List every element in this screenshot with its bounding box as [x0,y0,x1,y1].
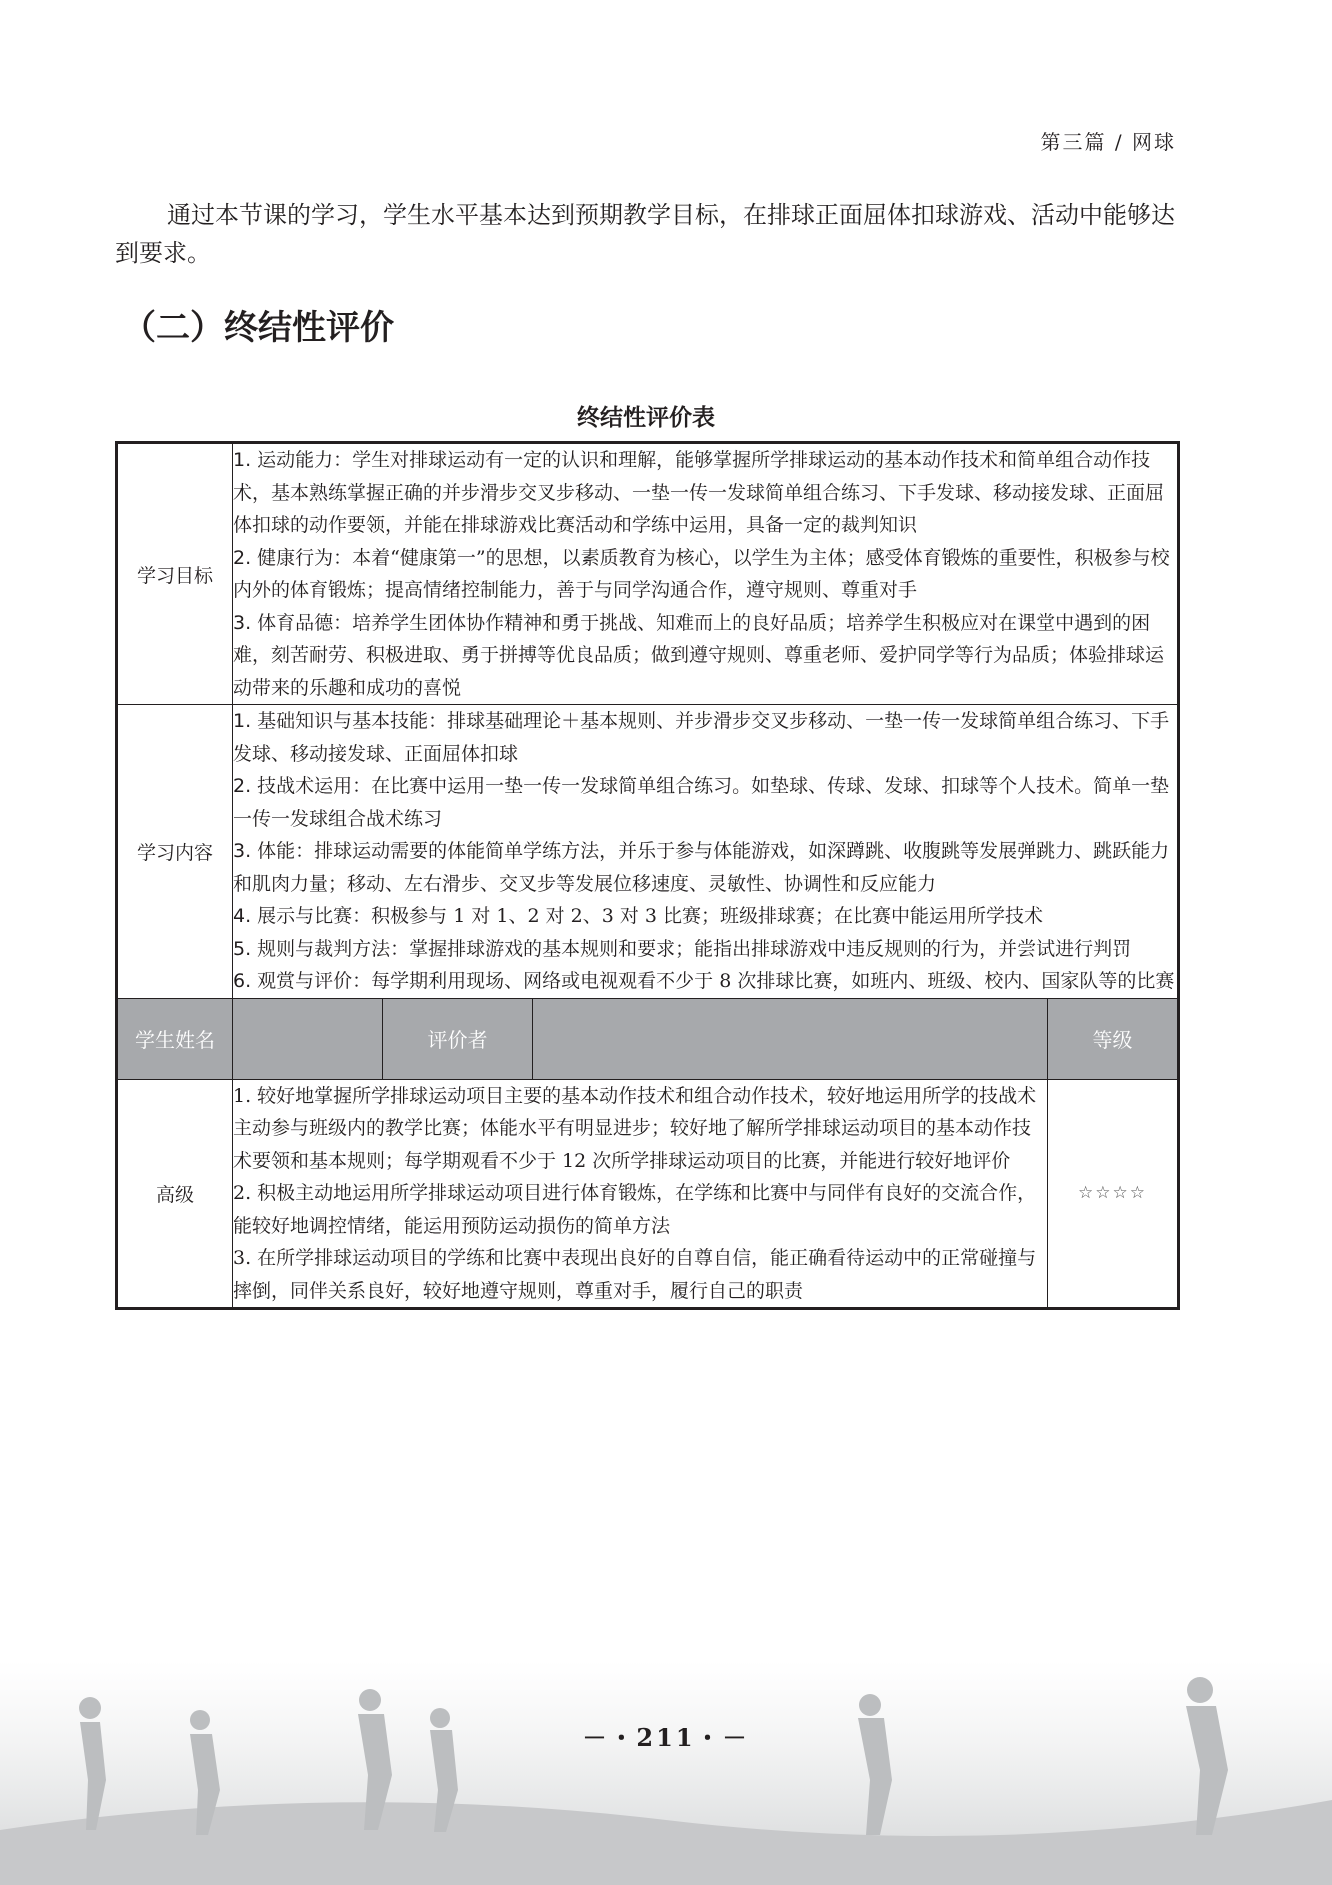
content-item-text: 在比赛中运用一垫一传一发球简单组合练习。如垫球、传球、发球、扣球等个人技术。简单一垫一传一发球组合战术练习 [233,775,1170,830]
content-item-text: 积极参与 1 对 1、2 对 2、3 对 3 比赛；班级排球赛；在比赛中能运用所学技术 [371,905,1044,927]
evaluator-value[interactable] [533,998,1048,1079]
goal-item [233,444,1177,542]
content-item-title: 6. 观赏与评价： [233,970,372,992]
content-item-text: 排球基础理论＋基本规则、并步滑步交叉步移动、一垫一传一发球简单组合练习、下手发球、移动接发球、正面屈体扣球 [233,710,1170,765]
content-item-title: 2. 技战术运用： [233,775,372,797]
content-item-title: 4. 展示与比赛： [233,905,372,927]
student-name-header: 学生姓名 [117,998,233,1079]
student-name-value[interactable] [233,998,383,1079]
learning-goals-label: 学习目标 [117,443,233,705]
content-item-text: 掌握排球游戏的基本规则和要求；能指出排球游戏中违反规则的行为，并尝试进行判罚 [409,937,1132,960]
advanced-level-label: 高级 [117,1079,233,1309]
content-item-text: 每学期利用现场、网络或电视观看不少于 8 次排球比赛，如班内、班级、校内、国家队等的比赛 [371,970,1175,992]
goal-item-title: 2. 健康行为： [233,546,353,569]
content-item-text: 排球运动需要的体能简单学练方法，并乐于参与体能游戏，如深蹲跳、收腹跳等发展弹跳力、跳跃能力和肌肉力量；移动、左右滑步、交叉步等发展位移速度、灵敏性、协调性和反应能力 [233,840,1170,895]
goal-item [233,607,1177,705]
evaluation-table [115,441,1180,1310]
content-item [233,965,1177,998]
advanced-level-row [117,1079,1179,1309]
advanced-grade-stars: ☆☆☆☆ [1048,1079,1179,1309]
page-number: －・211・－ [582,1723,750,1752]
goal-item-title: 1. 运动能力： [233,449,353,471]
content-item [233,900,1177,933]
content-item-title: 3. 体能： [233,840,315,862]
content-item [233,835,1177,900]
running-header: 第三篇 / 网球 [1040,130,1176,154]
goal-item-text: 本着“健康第一”的思想，以素质教育为核心，以学生为主体；感受体育锻炼的重要性，积极参与校内外的体育锻炼；提高情绪控制能力，善于与同学沟通合作，遵守规则、尊重对手 [233,546,1170,601]
content-item-title: 1. 基础知识与基本技能： [233,710,448,732]
advanced-criterion: 1. 较好地掌握所学排球运动项目主要的基本动作技术和组合动作技术，较好地运用所学的技战术主动参与班级内的教学比赛；体能水平有明显进步；较好地了解所学排球运动项目的基本动作技术要领和基本规则；每学期观看不少于 12 次所学排球运动项目的比赛，并能进行较好地评价 [233,1084,1037,1172]
sports-silhouette-footer [0,1660,1332,1885]
content-item [233,705,1177,770]
advanced-level-content [233,1079,1048,1309]
intro-paragraph: 通过本节课的学习，学生水平基本达到预期教学目标，在排球正面屈体扣球游戏、活动中能够达到要求。 [115,201,1175,267]
content-item-title: 5. 规则与裁判方法： [233,937,410,960]
goal-item-text: 培养学生团体协作精神和勇于挑战、知难而上的良好品质；培养学生积极应对在课堂中遇到的困难，刻苦耐劳、积极进取、勇于拼搏等优良品质；做到遵守规则、尊重老师、爱护同学等行为品质；体验排球运动带来的乐趣和成功的喜悦 [233,611,1165,699]
grade-header: 等级 [1048,998,1179,1079]
student-info-header-row [117,998,1179,1079]
advanced-criterion: 2. 积极主动地运用所学排球运动项目进行体育锻炼，在学练和比赛中与同伴有良好的交流合作，能较好地调控情绪，能运用预防运动损伤的简单方法 [233,1182,1037,1237]
learning-content-row [117,705,1179,999]
content-item [233,770,1177,835]
learning-goals-row [117,443,1179,705]
section-heading: （二）终结性评价 [122,308,394,348]
learning-content-content [233,705,1179,999]
learning-goals-content [233,443,1179,705]
goal-item [233,542,1177,607]
content-item [233,933,1177,966]
evaluator-header: 评价者 [383,998,533,1079]
goal-item-text: 学生对排球运动有一定的认识和理解，能够掌握所学排球运动的基本动作技术和简单组合动作技术，基本熟练掌握正确的并步滑步交叉步移动、一垫一传一发球简单组合练习、下手发球、移动接发球、正面屈体扣球的动作要领，并能在排球游戏比赛活动和学练中运用，具备一定的裁判知识 [233,449,1165,536]
learning-content-label: 学习内容 [117,705,233,999]
goal-item-title: 3. 体育品德： [233,611,353,634]
table-title: 终结性评价表 [577,405,715,431]
advanced-criterion: 3. 在所学排球运动项目的学练和比赛中表现出良好的自尊自信，能正确看待运动中的正常碰撞与摔倒，同伴关系良好，较好地遵守规则，尊重对手，履行自己的职责 [233,1247,1037,1302]
